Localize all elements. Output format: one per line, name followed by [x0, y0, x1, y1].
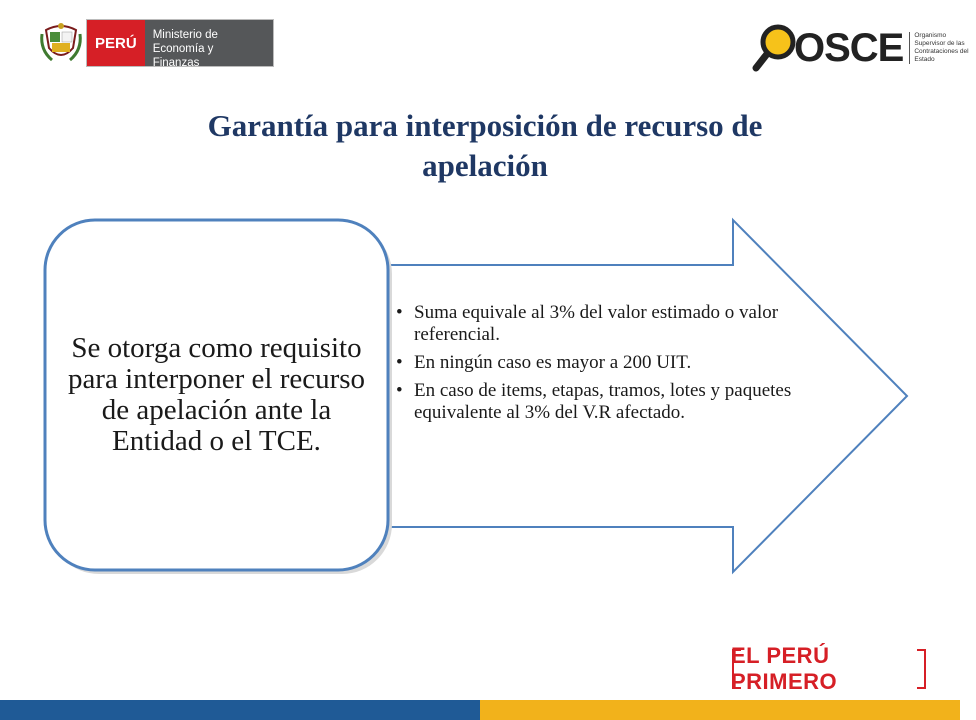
- mef-peru-label: PERÚ: [87, 20, 145, 66]
- osce-subtitle: Organismo Supervisor de las Contrataciones del Estado: [909, 32, 976, 64]
- list-item: [394, 352, 794, 374]
- footer-bar-yellow: [480, 700, 960, 720]
- slide-title-line-2: apelación: [422, 148, 548, 183]
- bullet-dot: •: [396, 302, 403, 323]
- list-item: [394, 302, 794, 346]
- slide-title-line-1: Garantía para interposición de recurso de: [207, 108, 763, 143]
- footer-bar-blue: [0, 700, 480, 720]
- bullet-text: En ningún caso es mayor a 200 UIT.: [414, 352, 692, 373]
- left-box-text: Se otorga como requisito para interponer el recurso de apelación ante la Entidad o el TCE.: [67, 332, 366, 457]
- bullet-list: [394, 302, 794, 430]
- bullet-text: Suma equivale al 3% del valor estimado o valor referencial.: [414, 302, 779, 345]
- osce-wordmark: OSCE: [794, 26, 904, 70]
- peru-primero-logo: [731, 643, 927, 694]
- bullet-dot: •: [396, 352, 403, 373]
- bullet-text: En caso de items, etapas, tramos, lotes y paquetes equivalente al 3% del V.R afectado.: [414, 380, 792, 423]
- slogan-text: EL PERÚ PRIMERO: [731, 643, 838, 694]
- list-item: [394, 380, 794, 424]
- bullet-dot: •: [396, 380, 403, 401]
- mef-ministry-label: Ministerio de Economía y Finanzas: [145, 20, 273, 66]
